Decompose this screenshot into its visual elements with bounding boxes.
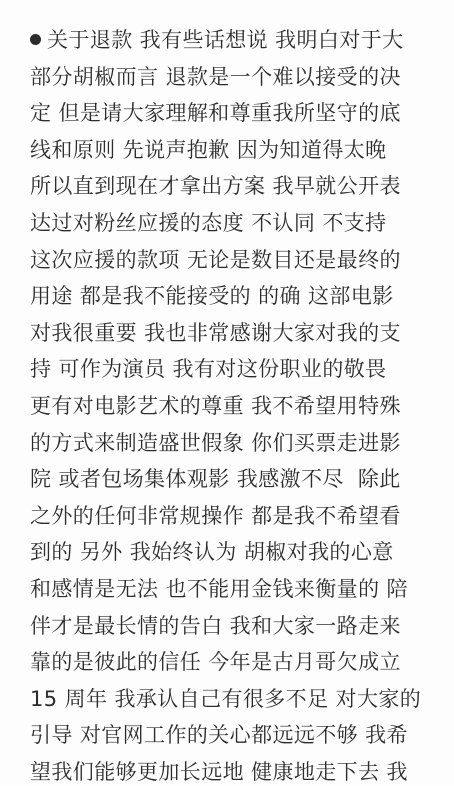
text-line: 定 但是请大家理解和尊重我所坚守的底 bbox=[30, 101, 401, 126]
text-line: 所以直到现在才拿出方案 我早就公开表 bbox=[30, 174, 401, 199]
text-line bbox=[30, 22, 440, 59]
statement-paragraph bbox=[30, 22, 440, 790]
text-line: 对我很重要 我也非常感谢大家对我的支 bbox=[30, 320, 401, 345]
text-line: 更有对电影艺术的尊重 我不希望用特殊 bbox=[30, 393, 401, 418]
text-line: 的方式来制造盛世假象 你们买票走进影 bbox=[30, 430, 401, 455]
bullet-icon bbox=[30, 34, 41, 45]
text-line: 望我们能够更加长远地 健康地走下去 我 bbox=[30, 759, 408, 784]
text-line: 用途 都是我不能接受的 的确 这部电影 bbox=[30, 284, 394, 309]
text-line: 院 或者包场集体观影 我感激不尽 除此 bbox=[30, 467, 401, 492]
text-line: 靠的是彼此的信任 今年是古月哥欠成立 bbox=[30, 650, 401, 675]
text-line: 达过对粉丝应援的态度 不认同 不支持 bbox=[30, 210, 387, 235]
text-line: 之外的任何非常规操作 都是我不希望看 bbox=[30, 503, 401, 528]
text-line: 和感情是无法 也不能用金钱来衡量的 陪 bbox=[30, 576, 408, 601]
text-line: 持 可作为演员 我有对这份职业的敬畏 bbox=[30, 357, 387, 382]
text-line: 这次应援的款项 无论是数目还是最终的 bbox=[30, 247, 401, 272]
text-line: 引导 对官网工作的关心都远远不够 我希 bbox=[30, 723, 408, 748]
text-line: 15 周年 我承认自己有很多不足 对大家的 bbox=[30, 686, 422, 711]
text-line: 线和原则 先说声抱歉 因为知道得太晚 bbox=[30, 137, 387, 162]
text-line: 到的 另外 我始终认为 胡椒对我的心意 bbox=[30, 540, 394, 565]
text-line: 部分胡椒而言 退款是一个难以接受的决 bbox=[30, 64, 401, 89]
text-line: 伴才是最长情的告白 我和大家一路走来 bbox=[30, 613, 401, 638]
text-line-content: 关于退款 我有些话想说 我明白对于大 bbox=[47, 28, 404, 52]
